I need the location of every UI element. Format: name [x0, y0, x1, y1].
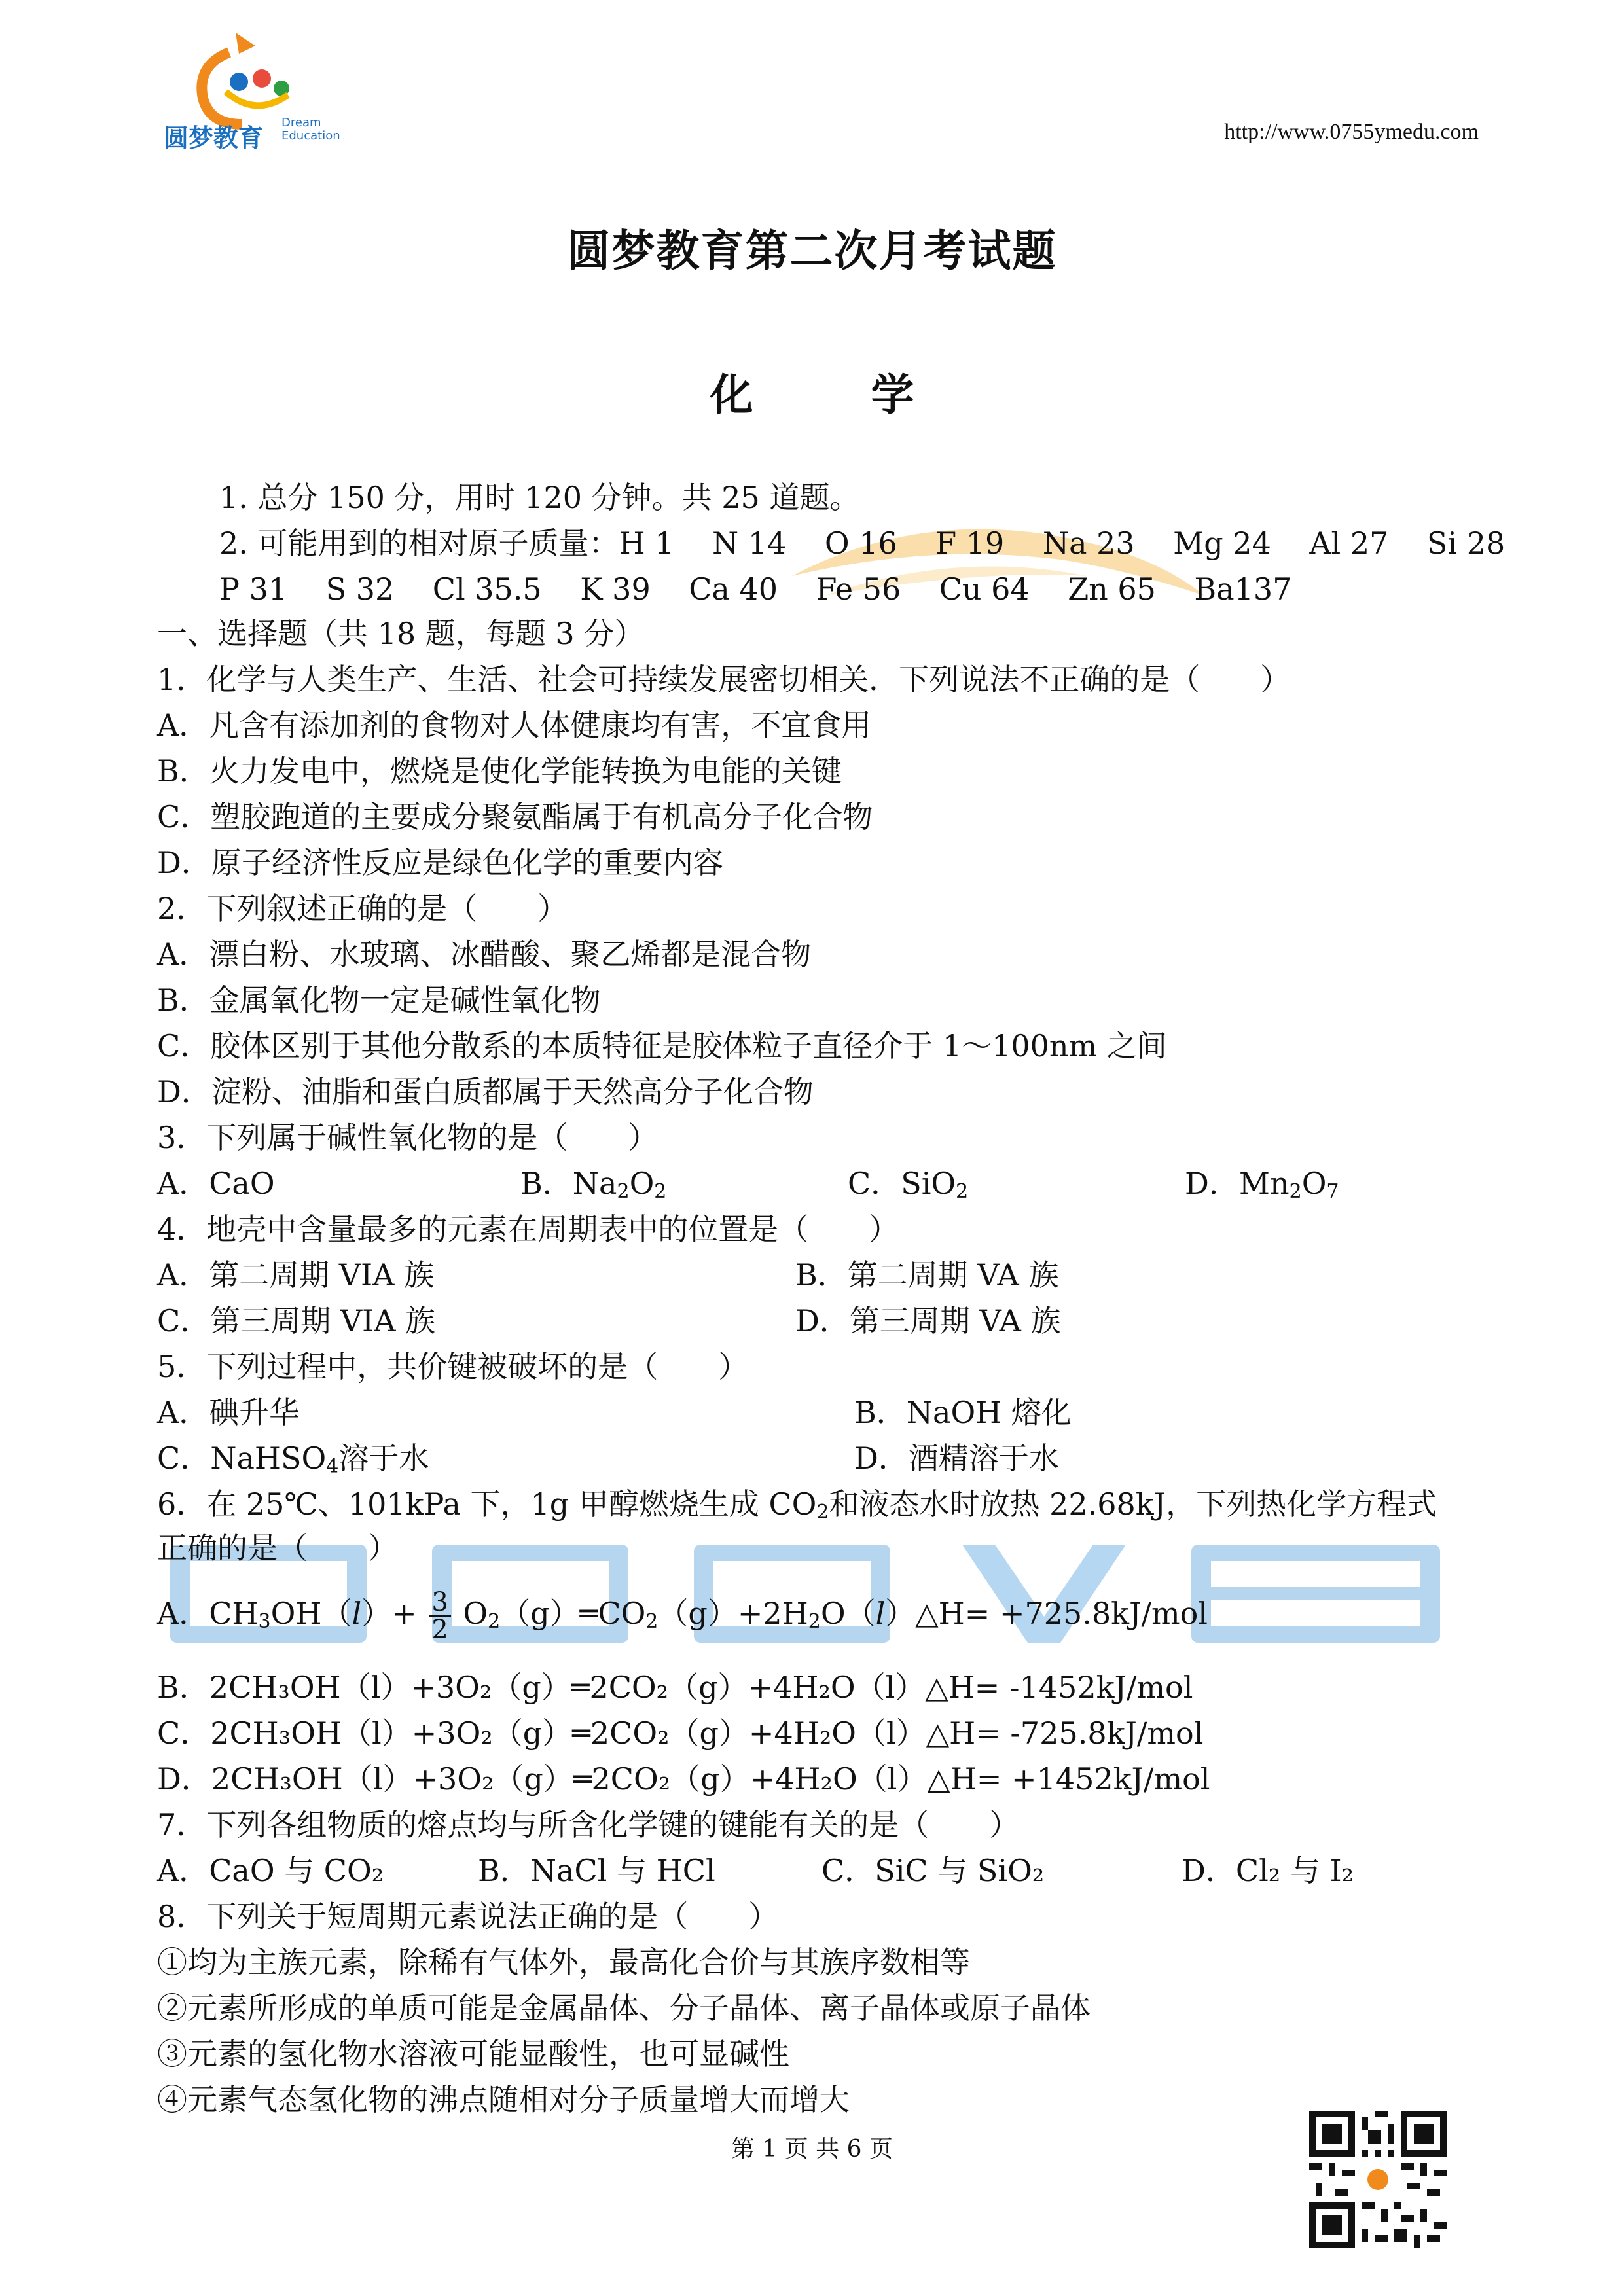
section-heading: 一、选择题（共 18 题，每题 3 分）: [157, 616, 645, 651]
q7-option-c: C．SiC 与 SiO₂: [821, 1853, 1045, 1888]
logo-text: 圆梦教育: [164, 124, 264, 152]
q5-option-a: A．碘升华: [157, 1395, 300, 1430]
q8-statement-2: ②元素所形成的单质可能是金属晶体、分子晶体、离子晶体或原子晶体: [157, 1990, 1091, 2026]
q1-stem: 1．化学与人类生产、生活、社会可持续发展密切相关．下列说法不正确的是（ ）: [157, 662, 1291, 697]
subject-title: [0, 360, 1624, 422]
q6-option-b: B．2CH₃OH（l）+3O₂（g）═2CO₂（g）+4H₂O（l）△H= -1452kJ/mol: [157, 1670, 1193, 1705]
q6-option-d: D．2CH₃OH（l）+3O₂（g）═2CO₂（g）+4H₂O（l）△H= +1452kJ/mol: [157, 1761, 1210, 1797]
q2-option-b: B．金属氧化物一定是碱性氧化物: [157, 982, 601, 1018]
q8-statement-4: ④元素气态氢化物的沸点随相对分子质量增大而增大: [157, 2082, 850, 2117]
q5-option-d: D．酒精溶于水: [854, 1441, 1059, 1476]
q2-option-a: A．漂白粉、水玻璃、冰醋酸、聚乙烯都是混合物: [157, 937, 812, 972]
q3-option-b: B．$Na_2O_2$: [520, 1166, 667, 1203]
q6-option-a: A．$CH_3OH(l)+$ $\frac{3}{2}$ $O_2(g)═CO_2(g)+2H_2O(l)\triangle H= +725.8kJ/mol$: [157, 1587, 1208, 1645]
q1-option-a: A．凡含有添加剂的食物对人体健康均有害，不宜食用: [157, 708, 872, 743]
q5-stem: 5．下列过程中，共价键被破坏的是（ ）: [157, 1349, 749, 1384]
q1-option-c: C．塑胶跑道的主要成分聚氨酯属于有机高分子化合物: [157, 799, 873, 834]
q1-option-d: D．原子经济性反应是绿色化学的重要内容: [157, 845, 723, 880]
q6-stem-line2: 正确的是（ ）: [157, 1530, 398, 1566]
q2-stem: 2．下列叙述正确的是（ ）: [157, 891, 568, 926]
q8-statement-3: ③元素的氢化物水溶液可能显酸性，也可显碱性: [157, 2036, 789, 2072]
q7-option-a: A．CaO 与 CO₂: [157, 1853, 384, 1888]
q2-option-c: C．胶体区别于其他分散系的本质特征是胶体粒子直径介于 1～100nm 之间: [157, 1028, 1167, 1064]
note-3: P 31 S 32 Cl 35.5 K 39 Ca 40 Fe 56 Cu 64 Zn 65 Ba137: [219, 571, 1292, 607]
q4-option-b: B．第二周期 VA 族: [795, 1257, 1059, 1293]
q2-option-d: D．淀粉、油脂和蛋白质都属于天然高分子化合物: [157, 1074, 814, 1109]
brand-logo: [157, 26, 367, 157]
header-url[interactable]: http://www.0755ymedu.com: [1224, 120, 1479, 144]
note-1: 1. 总分 150 分，用时 120 分钟。共 25 道题。: [219, 480, 860, 515]
subject-char: 学: [871, 370, 914, 420]
q4-option-a: A．第二周期 VIA 族: [157, 1257, 435, 1293]
q6-option-c: C．2CH₃OH（l）+3O₂（g）═2CO₂（g）+4H₂O（l）△H= -725.8kJ/mol: [157, 1715, 1204, 1751]
q8-stem: 8．下列关于短周期元素说法正确的是（ ）: [157, 1899, 779, 1934]
q4-stem: 4．地壳中含量最多的元素在周期表中的位置是（ ）: [157, 1211, 899, 1247]
q5-option-b: B．NaOH 熔化: [854, 1395, 1072, 1430]
q3-stem: 3．下列属于碱性氧化物的是（ ）: [157, 1120, 659, 1155]
qr-code-icon: [1309, 2111, 1447, 2248]
q3-option-d: D．$Mn_2O_7$: [1185, 1166, 1339, 1203]
q3-option-c: C．SiO$_2$: [848, 1166, 969, 1203]
note-2: 2. 可能用到的相对原子质量：H 1 N 14 O 16 F 19 Na 23 Mg 24 Al 27 Si 28: [219, 526, 1506, 561]
q6-stem-line1: 6．在 25℃、101kPa 下，1g 甲醇燃烧生成 $CO_2$和液态水时放热 22.68kJ，下列热化学方程式: [157, 1486, 1437, 1524]
q7-option-b: B．NaCl 与 HCl: [478, 1853, 715, 1888]
q5-option-c: C．NaHSO$_4$溶于水: [157, 1441, 429, 1478]
fraction-three-halves: $\frac{3}{2}$: [429, 1589, 450, 1643]
logo-english: Dream Education: [281, 116, 340, 143]
q8-statement-1: ①均为主族元素，除稀有气体外，最高化合价与其族序数相等: [157, 1945, 970, 1980]
q1-option-b: B．火力发电中，燃烧是使化学能转换为电能的关键: [157, 753, 842, 789]
q4-option-d: D．第三周期 VA 族: [795, 1303, 1061, 1338]
q3-option-a: A．CaO: [157, 1166, 275, 1201]
q7-option-d: D．Cl₂ 与 I₂: [1182, 1853, 1354, 1888]
page-footer: 第 1 页 共 6 页: [731, 2136, 893, 2162]
subject-char: 化: [710, 370, 753, 420]
q7-stem: 7．下列各组物质的熔点均与所含化学键的键能有关的是（ ）: [157, 1807, 1020, 1842]
q4-option-c: C．第三周期 VIA 族: [157, 1303, 436, 1338]
page-title: 圆梦教育第二次月考试题: [567, 226, 1057, 276]
